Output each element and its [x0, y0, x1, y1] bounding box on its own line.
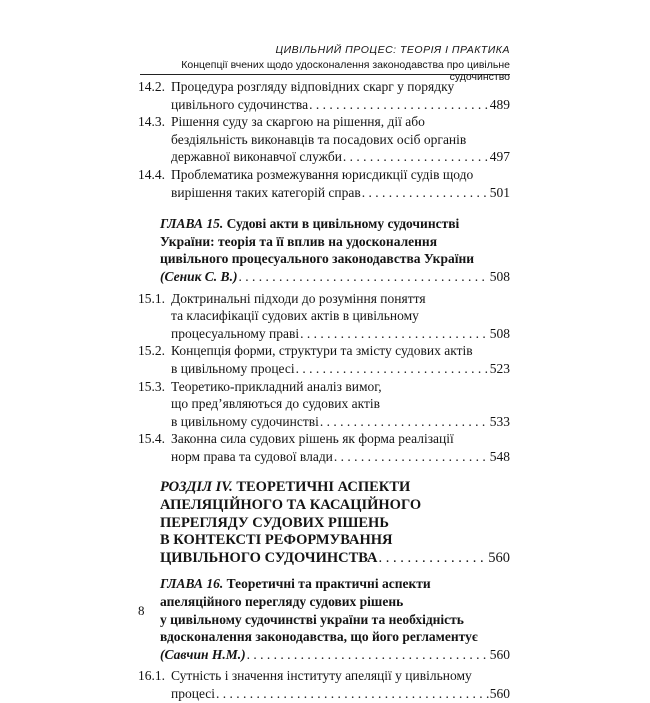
toc-entry-line: ПЕРЕГЛЯДУ СУДОВИХ РІШЕНЬ	[160, 514, 389, 531]
toc-page-number: 533	[489, 413, 510, 429]
toc-entry-15-2	[138, 342, 510, 377]
toc-entry-line: В КОНТЕКСТІ РЕФОРМУВАННЯ	[160, 532, 393, 549]
toc-entry-line: Теоретичні та практичні аспекти	[226, 576, 431, 592]
toc-entry-number: 16.1.	[138, 668, 165, 684]
toc-entry-line: у цивільному судочинстві україни та необхідність	[160, 611, 464, 627]
leader-dots	[343, 148, 489, 166]
leader-dots	[216, 685, 489, 703]
toc-entry-line: процесуальному праві	[171, 325, 300, 341]
toc-entry-line: Теоретико-прикладний аналіз вимог,	[171, 378, 382, 394]
toc-entry-number: 14.4.	[138, 166, 165, 182]
toc-entry-line: Процедура розгляду відповідних скарг у порядку	[171, 79, 455, 94]
toc-entry-line: Доктринальні підходи до розуміння поняття	[171, 290, 426, 306]
toc-entry-line: в цивільному судочинстві	[171, 413, 319, 429]
toc-entry-15-4	[138, 430, 510, 465]
toc-entry-16-1	[138, 667, 510, 702]
toc-entry-number: 14.2.	[138, 79, 165, 94]
toc-entry-line: державної виконавчої служби	[171, 149, 342, 165]
toc-entry-line: Проблематика розмежування юрисдикції судів щодо	[171, 166, 474, 182]
chapter-author: (Сеник С. В.)	[160, 268, 238, 284]
toc-entry-number: 15.2.	[138, 343, 165, 359]
toc-entry-number: 15.1.	[138, 290, 165, 306]
toc-entry-line: Концепція форми, структури та змісту судових актів	[171, 343, 473, 359]
toc-page-number: 560	[489, 646, 510, 662]
leader-dots	[300, 325, 489, 343]
toc-entry-line: Судові акти в цивільному судочинстві	[226, 216, 460, 232]
toc-page-number: 501	[489, 184, 510, 200]
chapter-label: ГЛАВА 16.	[160, 576, 224, 592]
toc-entry-14-2	[138, 78, 510, 113]
running-header-subtitle: Концепції вчених щодо удосконалення законодавства про цивільне судочинство	[181, 59, 510, 83]
leader-dots	[334, 448, 489, 466]
chapter-label: ГЛАВА 15.	[160, 216, 224, 232]
toc-page-number: 508	[489, 268, 510, 284]
toc-entry-line: бездіяльність виконавців та посадових осіб органів	[171, 131, 467, 147]
toc-entry-line: норм права та судової влади	[171, 448, 333, 464]
toc-entry-line: АПЕЛЯЦІЙНОГО ТА КАСАЦІЙНОГО	[160, 497, 422, 514]
toc-entry-number: 15.4.	[138, 431, 165, 447]
leader-dots	[247, 646, 489, 664]
toc-entry-line: процесі	[171, 686, 216, 701]
toc-section-4	[138, 479, 510, 567]
toc-entry-line: ЦИВІЛЬНОГО СУДОЧИНСТВА	[160, 549, 378, 566]
toc-page-number: 523	[489, 360, 510, 376]
toc-entry-line: цивільного процесуального законодавства України	[160, 251, 475, 267]
toc-entry-line: вдосконалення законодавства, що його регламентує	[160, 629, 478, 645]
running-header-title: ЦИВІЛЬНИЙ ПРОЦЕС: ТЕОРІЯ І ПРАКТИКА	[275, 44, 510, 56]
toc-chapter-15	[138, 215, 510, 285]
leader-dots	[362, 184, 489, 202]
toc-entry-line: Рішення суду за скаргою на рішення, дії або	[171, 114, 425, 130]
leader-dots	[296, 360, 489, 378]
toc-page-number: 497	[489, 149, 510, 165]
toc-page-number: 560	[488, 549, 510, 566]
toc-page-number: 489	[489, 96, 510, 112]
toc-entry-14-3	[138, 113, 510, 166]
toc-entry-line: що пред’являються до судових актів	[171, 396, 381, 412]
toc-page-number: 508	[489, 325, 510, 341]
toc-entry-15-1	[138, 290, 510, 343]
toc-entry-line: вирішення таких категорій справ	[171, 184, 361, 200]
toc-entry-line: Законна сила судових рішень як форма реалізації	[171, 431, 454, 447]
leader-dots	[320, 413, 489, 431]
section-label: РОЗДІЛ IV.	[160, 479, 233, 496]
toc-page-number: 560	[489, 686, 510, 701]
toc-chapter-16	[138, 575, 510, 663]
toc-entry-15-3	[138, 378, 510, 431]
leader-dots	[238, 268, 488, 286]
toc-page-number: 548	[489, 448, 510, 464]
toc-entry-14-4	[138, 166, 510, 201]
toc-entry-line: України: теорія та її вплив на удосконалення	[160, 233, 438, 249]
toc-entry-number: 14.3.	[138, 114, 165, 130]
toc-entry-line: в цивільному процесі	[171, 360, 295, 376]
page-number: 8	[138, 603, 145, 618]
leader-dots	[309, 96, 489, 114]
header-divider	[140, 74, 510, 75]
toc-entry-line: та класифікації судових актів в цивільному	[171, 308, 419, 324]
toc-entry-line: Сутність і значення інституту апеляції у цивільному	[171, 668, 472, 684]
leader-dots	[379, 550, 488, 568]
toc-entry-line: цивільного судочинства	[171, 96, 309, 112]
toc-entry-line: апеляційного перегляду судових рішень	[160, 594, 404, 610]
toc-entry-line: ТЕОРЕТИЧНІ АСПЕКТИ	[236, 479, 411, 496]
toc-entry-number: 15.3.	[138, 378, 165, 394]
table-of-contents	[138, 78, 510, 703]
chapter-author: (Савчин Н.М.)	[160, 646, 246, 662]
